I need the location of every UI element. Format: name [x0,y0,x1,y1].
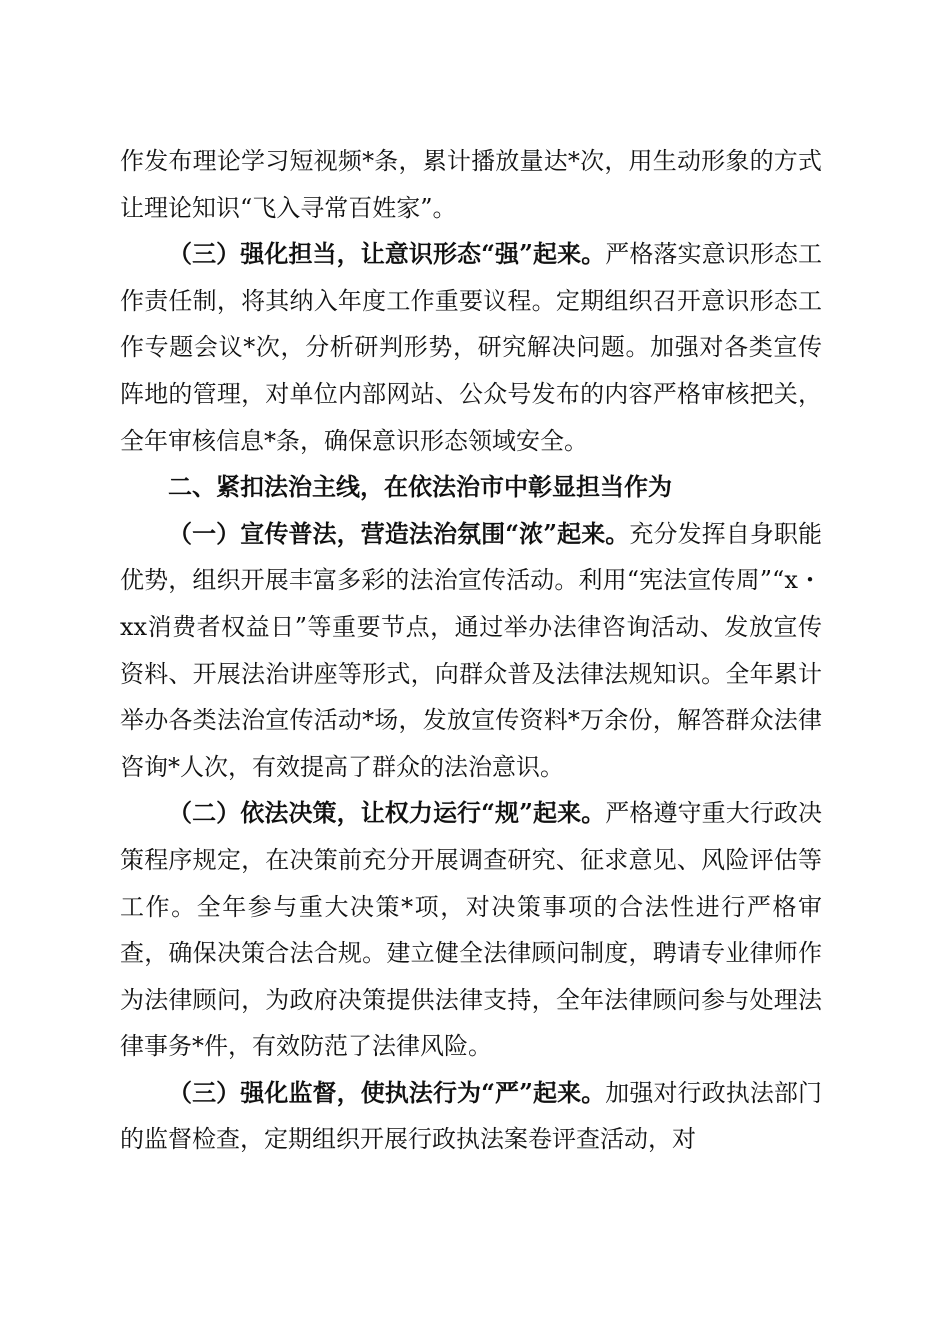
paragraph-legal-publicity [120,511,822,791]
paragraph-supervision [120,1070,822,1163]
paragraph-text: 严格落实意识形态工作责任制，将其纳入年度工作重要议程。定期组织召开意识形态工作专题会议*次，分析研判形势，研究解决问题。加强对各类宣传阵地的管理，对单位内部网站、公众号发布的内容严格审核把关，全年审核信息*条，确保意识形态领域安全。 [120,240,823,455]
paragraph-lead: （三）强化担当，让意识形态“强”起来。 [168,239,606,269]
section-heading: 二、紧扣法治主线，在依法治市中彰显担当作为 [168,473,672,502]
paragraph-lawful-decision [120,790,822,1070]
paragraph-lead: （一）宣传普法，营造法治氛围“浓”起来。 [168,518,630,548]
paragraph-text: 严格遵守重大行政决策程序规定，在决策前充分开展调查研究、征求意见、风险评估等工作。全年参与重大决策*项，对决策事项的合法性进行严格审查，确保决策合法合规。建立健全法律顾问制度，聘请专业律师作为法律顾问，为政府决策提供法律支持，全年法律顾问参与处理法律事务*件，有效防范了法律风险。 [120,799,823,1061]
paragraph-lead: （二）依法决策，让权力运行“规”起来。 [168,798,606,828]
document-body [120,138,822,1163]
paragraph-continuation: 作发布理论学习短视频*条，累计播放量达*次，用生动形象的方式让理论知识“飞入寻常百姓家”。 [120,147,822,222]
paragraph-text: 加强对行政执法部门的监督检查，定期组织开展行政执法案卷评查活动，对 [120,1078,823,1154]
paragraph-ideology-responsibility [120,231,822,464]
paragraph-lead: （三）强化监督，使执法行为“严”起来。 [168,1077,606,1107]
paragraph-text: 充分发挥自身职能优势，组织开展丰富多彩的法治宣传活动。利用“宪法宣传周”“x・xx消费者权益日”等重要节点，通过举办法律咨询活动、发放宣传资料、开展法治讲座等形式，向群众普及法律法规知识。全年累计举办各类法治宣传活动*场，发放宣传资料*万余份，解答群众法律咨询*人次，有效提高了群众的法治意识。 [120,519,823,781]
